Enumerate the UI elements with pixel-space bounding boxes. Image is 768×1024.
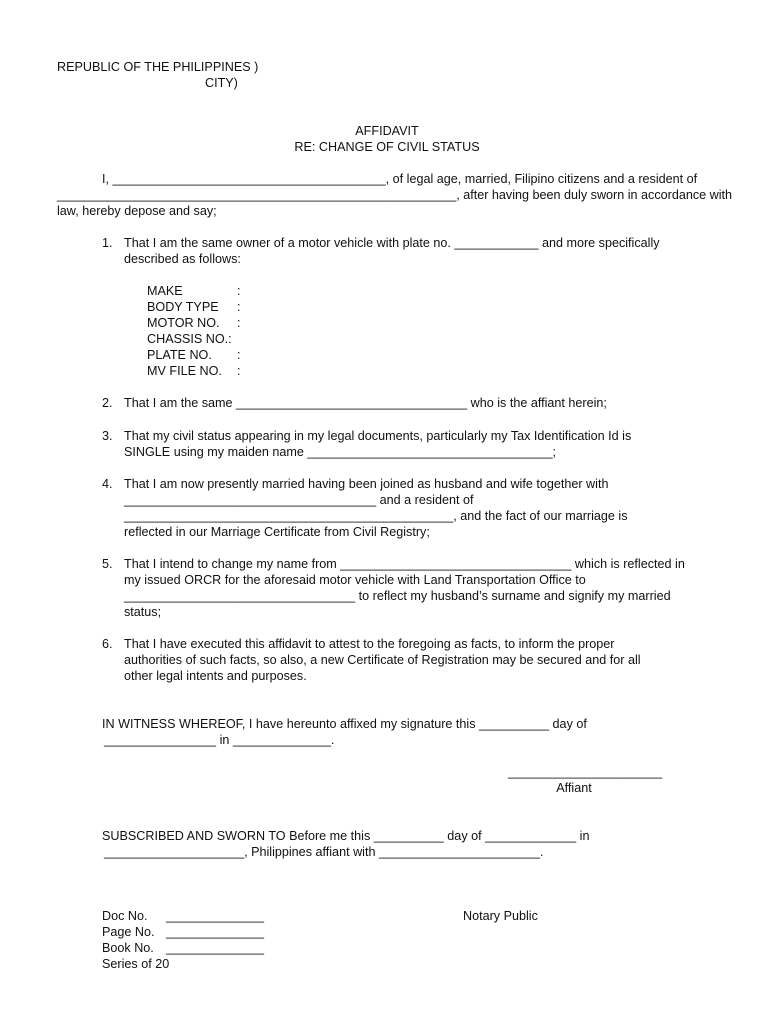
page-no-blank: ______________ xyxy=(166,925,265,939)
vehicle-colon: : xyxy=(237,316,241,330)
item-6-line-3: other legal intents and purposes. xyxy=(124,669,307,683)
item-3-line-1: That my civil status appearing in my legal documents, particularly my Tax Identification Id is xyxy=(124,429,632,443)
vehicle-field-motor-no: MOTOR NO. xyxy=(147,316,220,330)
vehicle-field-mv-file-no: MV FILE NO. xyxy=(147,364,222,378)
vehicle-field-make: MAKE xyxy=(147,284,183,298)
vehicle-field-plate-no: PLATE NO. xyxy=(147,348,212,362)
vehicle-colon: : xyxy=(237,348,241,362)
item-5-line-3: _________________________________ to reflect my husband’s surname and signify my married xyxy=(124,589,671,603)
doc-no-blank: ______________ xyxy=(166,909,265,923)
intro-line-2: _________________________________________________________, after having been duly sworn in accordance with xyxy=(57,188,733,202)
vehicle-field-body-type: BODY TYPE xyxy=(147,300,219,314)
item-2-number: 2. xyxy=(102,396,113,410)
vehicle-colon: : xyxy=(237,364,241,378)
affiant-signature-line: ______________________ xyxy=(508,765,663,779)
item-5-number: 5. xyxy=(102,557,113,571)
witness-line-1: IN WITNESS WHEREOF, I have hereunto affixed my signature this __________ day of xyxy=(102,717,587,731)
header-republic: REPUBLIC OF THE PHILIPPINES ) xyxy=(57,60,259,74)
item-6-line-1: That I have executed this affidavit to attest to the foregoing as facts, to inform the proper xyxy=(124,637,615,651)
book-no-blank: ______________ xyxy=(166,941,265,955)
item-2-line-1: That I am the same _________________________________ who is the affiant herein; xyxy=(124,396,607,410)
item-4-line-1: That I am now presently married having been joined as husband and wife together with xyxy=(124,477,609,491)
item-1-number: 1. xyxy=(102,236,113,250)
item-5-line-1: That I intend to change my name from _________________________________ which is reflected in xyxy=(124,557,685,571)
book-no-label: Book No. xyxy=(102,941,154,955)
page-no-label: Page No. xyxy=(102,925,155,939)
item-6-number: 6. xyxy=(102,637,113,651)
notary-public-label: Notary Public xyxy=(463,909,538,923)
item-6-line-2: authorities of such facts, so also, a new Certificate of Registration may be secured and for all xyxy=(124,653,641,667)
title-subject: RE: CHANGE OF CIVIL STATUS xyxy=(294,140,480,154)
item-1-line-2: described as follows: xyxy=(124,252,241,266)
sworn-line-2: ____________________, Philippines affiant with _______________________. xyxy=(104,845,544,859)
item-5-line-2: my issued ORCR for the aforesaid motor vehicle with Land Transportation Office to xyxy=(124,573,586,587)
intro-line-1: I, _______________________________________, of legal age, married, Filipino citizens and a resident of xyxy=(102,172,698,186)
intro-line-3: law, hereby depose and say; xyxy=(57,204,217,218)
header-city: CITY) xyxy=(205,76,238,90)
item-5-line-4: status; xyxy=(124,605,162,619)
vehicle-colon: : xyxy=(237,284,241,298)
affiant-label: Affiant xyxy=(556,781,592,795)
witness-line-2: ________________ in ______________. xyxy=(104,733,335,747)
item-4-number: 4. xyxy=(102,477,113,491)
item-1-line-1: That I am the same owner of a motor vehicle with plate no. ____________ and more specifically xyxy=(124,236,660,250)
title-affidavit: AFFIDAVIT xyxy=(355,124,419,138)
item-4-line-2: ____________________________________ and a resident of xyxy=(124,493,474,507)
item-4-line-4: reflected in our Marriage Certificate from Civil Registry; xyxy=(124,525,430,539)
vehicle-colon: : xyxy=(237,300,241,314)
item-3-number: 3. xyxy=(102,429,113,443)
doc-no-label: Doc No. xyxy=(102,909,148,923)
series-label: Series of 20 xyxy=(102,957,170,971)
item-4-line-3: _______________________________________________, and the fact of our marriage is xyxy=(124,509,628,523)
vehicle-field-chassis-no: CHASSIS NO.: xyxy=(147,332,232,346)
item-3-line-2: SINGLE using my maiden name ___________________________________; xyxy=(124,445,557,459)
sworn-line-1: SUBSCRIBED AND SWORN TO Before me this __________ day of _____________ in xyxy=(102,829,590,843)
